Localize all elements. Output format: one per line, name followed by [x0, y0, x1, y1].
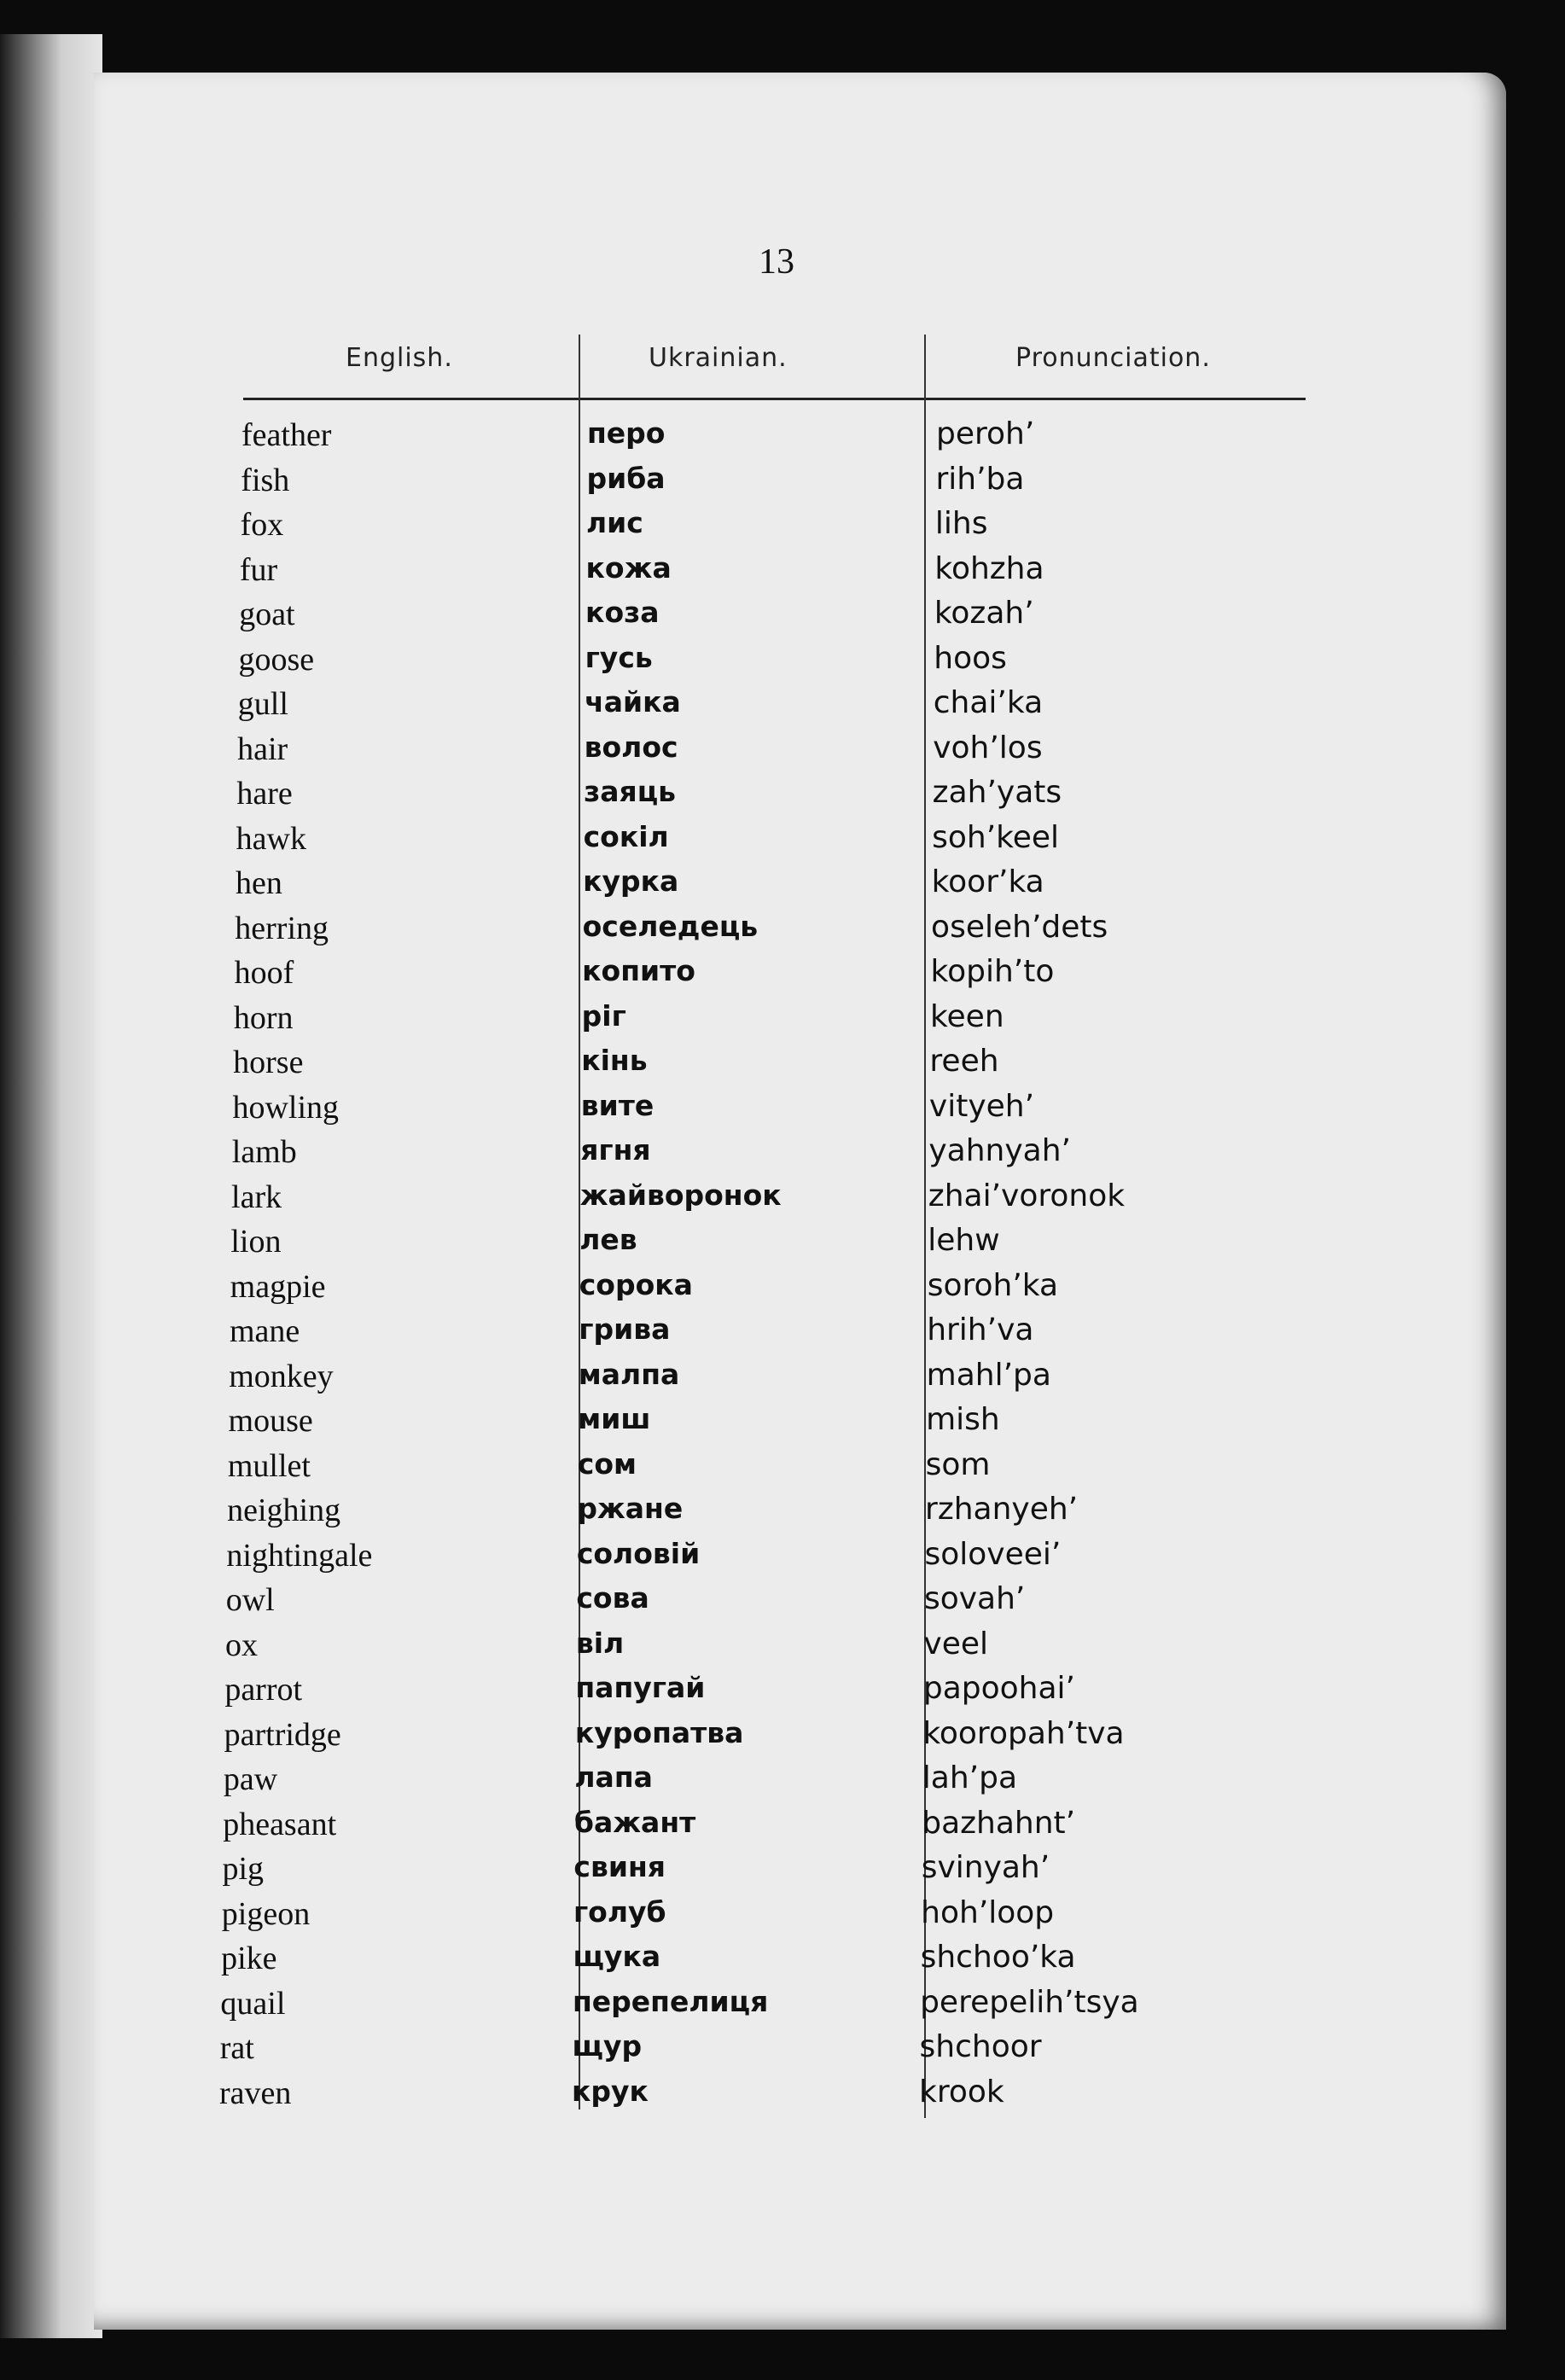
pronunciation-text: hoh’loop — [921, 1894, 1055, 1930]
english-word: quail — [220, 1985, 286, 2022]
table-row — [0, 1626, 1565, 1671]
ukrainian-word: ягня — [580, 1133, 651, 1167]
table-row — [0, 685, 1565, 730]
pronunciation-text: svinyah’ — [921, 1850, 1050, 1885]
table-row — [0, 1268, 1565, 1312]
ukrainian-word: оселедець — [582, 909, 759, 943]
pronunciation-text: veel — [923, 1626, 988, 1661]
ukrainian-word: курка — [583, 864, 679, 898]
pronunciation-text: perepelih’tsya — [920, 1984, 1139, 2020]
pronunciation-text: lah’pa — [922, 1760, 1018, 1795]
ukrainian-word: перепелиця — [572, 1984, 769, 2018]
ukrainian-word: щур — [572, 2029, 643, 2063]
english-word: owl — [225, 1582, 275, 1618]
ukrainian-word: грива — [579, 1312, 671, 1346]
ukrainian-word: риба — [586, 461, 666, 495]
table-row — [0, 1806, 1565, 1850]
pronunciation-text: lehw — [928, 1223, 1000, 1258]
table-row — [0, 910, 1565, 954]
pronunciation-text: keen — [929, 998, 1004, 1034]
ukrainian-word: жайворонок — [579, 1178, 782, 1212]
ukrainian-word: чайка — [585, 685, 681, 719]
ukrainian-word: перо — [587, 416, 666, 450]
table-row — [0, 551, 1565, 596]
ukrainian-word: заяць — [584, 775, 677, 808]
pronunciation-text: oseleh’dets — [931, 909, 1108, 945]
table-row — [0, 1671, 1565, 1715]
ukrainian-word: свиня — [573, 1850, 666, 1883]
pronunciation-text: hrih’va — [927, 1312, 1034, 1347]
ukrainian-word: вите — [580, 1088, 655, 1122]
english-word: rat — [219, 2030, 254, 2066]
table-row — [0, 1581, 1565, 1626]
english-word: partridge — [224, 1716, 341, 1753]
pronunciation-text: kozah’ — [934, 596, 1034, 631]
table-row — [0, 1716, 1565, 1760]
pronunciation-text: mahl’pa — [926, 1357, 1051, 1393]
pronunciation-text: krook — [919, 2074, 1004, 2109]
english-word: goose — [238, 641, 315, 678]
english-word: hoof — [234, 955, 294, 991]
ukrainian-word: віл — [575, 1626, 625, 1660]
english-word: feather — [241, 417, 332, 453]
english-word: paw — [223, 1761, 278, 1797]
english-word: monkey — [229, 1358, 334, 1394]
ukrainian-word: копито — [582, 954, 695, 987]
english-word: horn — [233, 999, 294, 1036]
pronunciation-text: vityeh’ — [928, 1088, 1035, 1124]
ukrainian-word: гусь — [585, 640, 653, 674]
pronunciation-text: som — [925, 1446, 991, 1482]
english-word: hare — [236, 776, 293, 812]
ukrainian-word: коза — [585, 596, 660, 629]
english-word: horse — [233, 1045, 304, 1080]
pronunciation-text: peroh’ — [936, 416, 1035, 451]
english-word: mane — [229, 1313, 300, 1349]
english-word: fox — [240, 507, 284, 543]
ukrainian-word: соловій — [576, 1536, 701, 1570]
english-word: herring — [235, 910, 329, 946]
ukrainian-word: сокіл — [583, 819, 669, 853]
ukrainian-word: лев — [579, 1223, 637, 1256]
english-word: lion — [230, 1224, 282, 1260]
table-row — [0, 954, 1565, 998]
ukrainian-word: бажант — [573, 1805, 696, 1839]
pronunciation-text: mish — [926, 1402, 1000, 1437]
english-word: hawk — [236, 820, 306, 857]
pronunciation-text: lihs — [934, 506, 988, 541]
ukrainian-word: голуб — [573, 1894, 666, 1929]
pronunciation-text: soroh’ka — [927, 1267, 1059, 1303]
table-row — [0, 864, 1565, 909]
english-word: magpie — [230, 1268, 326, 1305]
pronunciation-text: shchoor — [919, 2029, 1042, 2064]
english-word: neighing — [227, 1493, 341, 1528]
table-row — [0, 641, 1565, 685]
table-row — [0, 1940, 1565, 1984]
pronunciation-text: sovah’ — [923, 1581, 1026, 1616]
ukrainian-word: сова — [576, 1581, 649, 1615]
english-word: mullet — [227, 1447, 311, 1484]
ukrainian-word: ржане — [577, 1492, 684, 1525]
table-row — [0, 730, 1565, 775]
table-row — [0, 999, 1565, 1044]
pronunciation-text: papoohai’ — [922, 1671, 1075, 1706]
english-word: fish — [241, 462, 290, 498]
pronunciation-text: koor’ka — [931, 864, 1044, 899]
ukrainian-word: сорока — [579, 1267, 693, 1301]
table-row — [0, 1895, 1565, 1940]
header-rule — [243, 398, 1306, 400]
ukrainian-word: крук — [572, 2074, 649, 2108]
pronunciation-text: zhai’voronok — [928, 1178, 1126, 1213]
pronunciation-text: voh’los — [933, 730, 1043, 765]
ukrainian-word: кінь — [581, 1044, 648, 1077]
english-word: pheasant — [223, 1806, 337, 1842]
table-row — [0, 1985, 1565, 2029]
english-word: pig — [222, 1851, 265, 1887]
english-word: nightingale — [226, 1537, 373, 1574]
pronunciation-text: rzhanyeh’ — [925, 1492, 1079, 1527]
table-row — [0, 1312, 1565, 1357]
english-word: pike — [221, 1941, 277, 1976]
pronunciation-text: yahnyah’ — [928, 1133, 1071, 1168]
page-number: 13 — [759, 242, 794, 282]
ukrainian-word: щука — [573, 1940, 661, 1973]
pronunciation-text: soh’keel — [932, 819, 1060, 855]
table-row — [0, 1089, 1565, 1133]
table-row — [0, 1537, 1565, 1581]
pronunciation-text: kohzha — [934, 550, 1044, 586]
table-row — [0, 596, 1565, 640]
table-row — [0, 416, 1565, 461]
pronunciation-text: kopih’to — [930, 954, 1055, 989]
table-row — [0, 1492, 1565, 1536]
pronunciation-text: rih’ba — [935, 461, 1025, 497]
ukrainian-word: миш — [578, 1402, 651, 1435]
table-row — [0, 1223, 1565, 1267]
table-row — [0, 775, 1565, 819]
pronunciation-text: soloveei’ — [924, 1536, 1062, 1572]
english-word: howling — [232, 1089, 340, 1126]
table-row — [0, 1447, 1565, 1492]
table-row — [0, 820, 1565, 864]
ukrainian-word: ріг — [581, 998, 626, 1033]
english-word: goat — [239, 596, 295, 632]
english-word: pigeon — [221, 1895, 311, 1932]
ukrainian-word: кожа — [585, 550, 672, 585]
table-row — [0, 1358, 1565, 1402]
table-row — [0, 1133, 1565, 1178]
pronunciation-text: shchoo’ka — [920, 1940, 1076, 1975]
table-row — [0, 1402, 1565, 1446]
table-row — [0, 1760, 1565, 1805]
ukrainian-word: куропатва — [574, 1715, 744, 1749]
english-word: mouse — [228, 1403, 313, 1439]
ukrainian-word: папугай — [575, 1671, 706, 1704]
english-word: parrot — [224, 1672, 303, 1708]
column-header-ukrainian: Ukrainian. — [649, 343, 788, 373]
table-row — [0, 506, 1565, 550]
ukrainian-word: лис — [586, 506, 643, 539]
ukrainian-word: волос — [584, 730, 678, 764]
table-row — [0, 2074, 1565, 2119]
table-row — [0, 1850, 1565, 1894]
table-row — [0, 1044, 1565, 1088]
pronunciation-text: reeh — [929, 1044, 999, 1079]
table-row — [0, 1178, 1565, 1223]
pronunciation-text: bazhahnt’ — [922, 1805, 1076, 1841]
ukrainian-word: сом — [577, 1446, 637, 1481]
english-word: hair — [237, 730, 288, 767]
pronunciation-text: zah’yats — [932, 775, 1062, 810]
ukrainian-word: лапа — [574, 1760, 653, 1794]
pronunciation-text: chai’ka — [933, 685, 1044, 720]
english-word: lamb — [231, 1134, 297, 1170]
english-word: lark — [231, 1178, 282, 1215]
table-row — [0, 462, 1565, 506]
english-word: ox — [225, 1626, 259, 1663]
column-header-pronunciation: Pronunciation. — [1015, 343, 1211, 373]
pronunciation-text: hoos — [934, 640, 1007, 676]
pronunciation-text: kooropah’tva — [922, 1715, 1125, 1751]
column-header-english: English. — [346, 343, 453, 373]
english-word: hen — [235, 865, 282, 901]
english-word: fur — [239, 551, 278, 588]
english-word: raven — [219, 2074, 292, 2111]
table-row — [0, 2029, 1565, 2074]
english-word: gull — [237, 686, 288, 722]
ukrainian-word: малпа — [578, 1357, 680, 1391]
